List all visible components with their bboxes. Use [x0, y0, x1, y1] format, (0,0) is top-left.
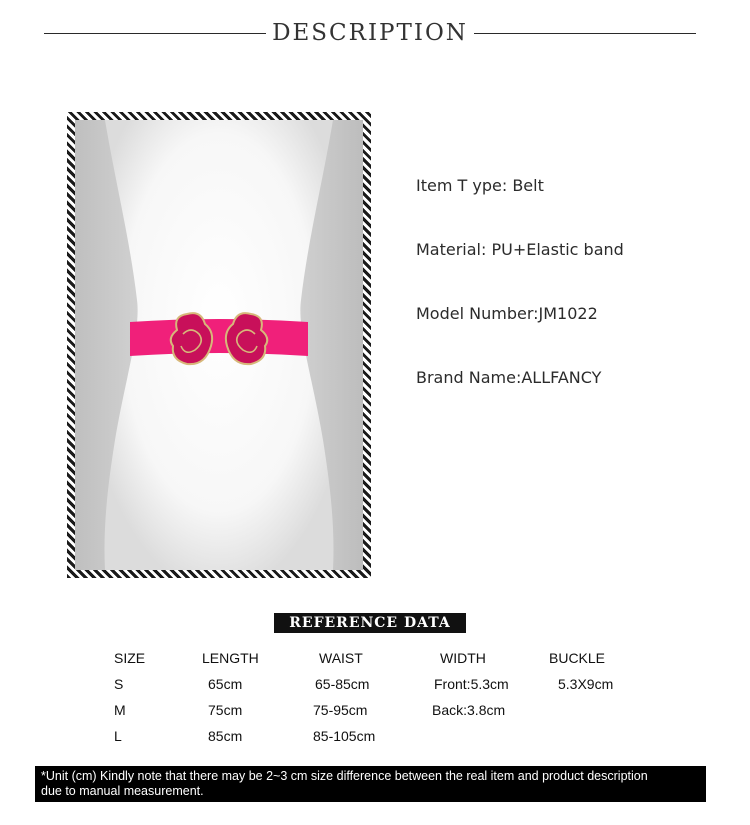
spec-material: Material: PU+Elastic band: [416, 240, 624, 259]
col-header-width: WIDTH: [440, 650, 486, 666]
col-header-size: SIZE: [114, 650, 146, 666]
note-line-1: *Unit (cm) Kindly note that there may be 2~3 cm size difference between the real item and product description: [41, 769, 648, 783]
table-cell-waist: 75-95cm: [313, 702, 368, 718]
col-header-buckle: BUCKLE: [549, 650, 606, 666]
table-cell-waist: 85-105cm: [313, 728, 376, 744]
spec-model-number: Model Number:JM1022: [416, 304, 598, 323]
spec-brand-name: Brand Name:ALLFANCY: [416, 368, 602, 387]
note-line-2: due to manual measurement.: [41, 784, 204, 798]
table-cell-width: Back:3.8cm: [432, 702, 506, 718]
section-title: DESCRIPTION: [272, 20, 468, 46]
spec-item-type: Item T ype: Belt: [416, 176, 544, 195]
col-header-length: LENGTH: [202, 650, 259, 666]
product-image-frame: [67, 112, 371, 578]
table-cell-length: 85cm: [208, 728, 243, 744]
table-cell-width: Front:5.3cm: [434, 676, 509, 692]
table-cell-size: M: [114, 702, 126, 718]
reference-data-title: REFERENCE DATA: [274, 613, 466, 633]
table-cell-size: L: [114, 728, 122, 744]
table-cell-buckle: 5.3X9cm: [558, 676, 614, 692]
size-disclaimer-note: [35, 766, 706, 802]
table-cell-size: S: [114, 676, 124, 692]
header-divider-left: [44, 33, 266, 34]
header-divider-right: [474, 33, 696, 34]
product-image: [75, 120, 363, 570]
table-cell-waist: 65-85cm: [315, 676, 370, 692]
table-cell-length: 65cm: [208, 676, 243, 692]
mannequin-belt-illustration: [75, 120, 363, 570]
col-header-waist: WAIST: [319, 650, 363, 666]
table-cell-length: 75cm: [208, 702, 243, 718]
